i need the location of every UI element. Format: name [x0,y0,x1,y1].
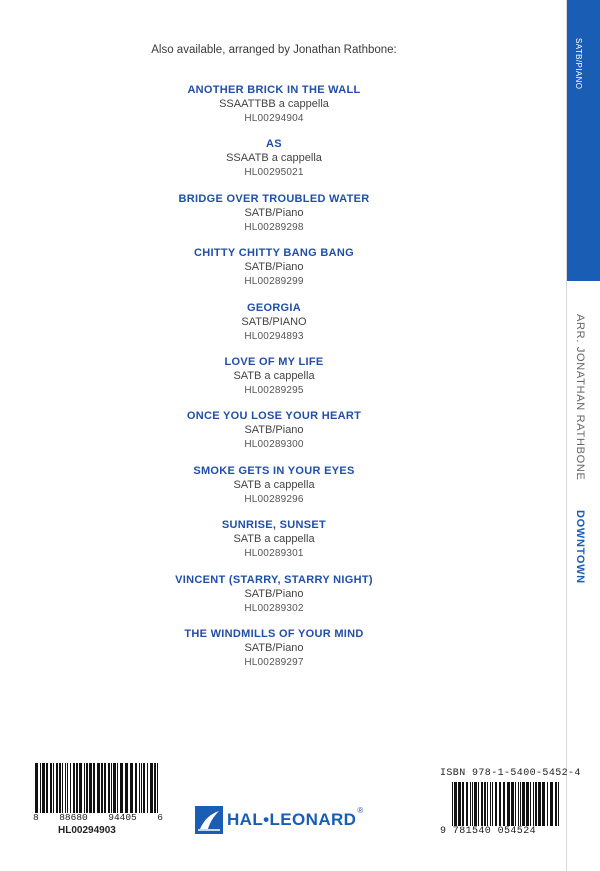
catalog-number: HL00294903 [58,825,116,836]
song-code: HL00289297 [244,656,304,668]
song-title: AS [266,138,282,151]
song-code: HL00289302 [244,602,304,614]
song-title: ANOTHER BRICK IN THE WALL [187,84,361,96]
song-voicing: SATB/PIANO [241,315,307,328]
isbn-label: ISBN 978-1-5400-5452-4 [440,768,581,779]
song-code: HL00289298 [244,221,304,233]
song-voicing: SATB/Piano [244,424,304,437]
song-voicing: SSAATTBB a cappella [219,98,329,110]
song-voicing: SATB a cappella [233,478,315,491]
upc-digit-group: 6 [157,812,163,823]
song-code: HL00294904 [244,113,304,124]
song-title: CHITTY CHITTY BANG BANG [194,247,354,260]
title-list [0,84,548,682]
list-item [0,84,548,138]
song-code: HL00289299 [244,276,304,288]
upc-digit-group: 88680 [59,812,88,823]
isbn-digits: 9 781540 054524 [440,826,537,837]
upc-digits [33,812,163,823]
spine-voicing: SATB/PIANO [574,38,583,90]
song-title: SUNRISE, SUNSET [221,519,327,532]
isbn-barcode-bars [450,782,562,826]
song-code: HL00289296 [244,493,304,505]
song-code: HL00294893 [244,330,304,342]
song-code: HL00289301 [244,548,304,560]
spine-band [567,0,600,281]
song-voicing: SATB/Piano [244,587,304,600]
song-title: ONCE YOU LOSE YOUR HEART [186,410,362,423]
publisher-name: HAL•LEONARD [227,810,357,829]
isbn-barcode [450,782,562,826]
hal-leonard-logo-icon [195,806,223,834]
upc-digit-group: 94405 [108,812,137,823]
list-item [0,574,548,628]
registered-mark: ® [357,806,364,815]
song-code: HL00289295 [244,384,304,396]
song-voicing: SSAATB a cappella [226,152,322,165]
publisher-logo [195,806,363,834]
list-item [0,193,548,247]
song-voicing: SATB/Piano [244,261,304,274]
list-item [0,302,548,356]
list-item [0,519,548,573]
upc-barcode [33,763,163,813]
list-item [0,356,548,410]
song-title: LOVE OF MY LIFE [224,355,324,368]
song-voicing: SATB/Piano [244,206,304,219]
song-code: HL00289300 [244,439,304,451]
song-voicing: SATB a cappella [233,369,315,382]
song-title: SMOKE GETS IN YOUR EYES [193,464,355,477]
list-item [0,465,548,519]
spine-title: DOWNTOWN [574,510,586,584]
list-item [0,247,548,301]
song-voicing: SATB/Piano [244,641,304,654]
upc-barcode-bars [33,763,163,813]
intro-text: Also available, arranged by Jonathan Rathbone: [151,44,397,56]
song-title: VINCENT (STARRY, STARRY NIGHT) [175,573,373,586]
song-code: HL00295021 [244,167,304,179]
song-voicing: SATB a cappella [233,533,315,546]
spine-arranger: ARR. JONATHAN RATHBONE [574,314,586,481]
list-item [0,410,548,464]
song-title: THE WINDMILLS OF YOUR MIND [184,627,364,640]
song-title: BRIDGE OVER TROUBLED WATER [178,192,370,205]
list-item [0,138,548,192]
song-title: GEORGIA [246,301,302,314]
list-item [0,628,548,682]
upc-digit-group: 8 [33,812,39,823]
